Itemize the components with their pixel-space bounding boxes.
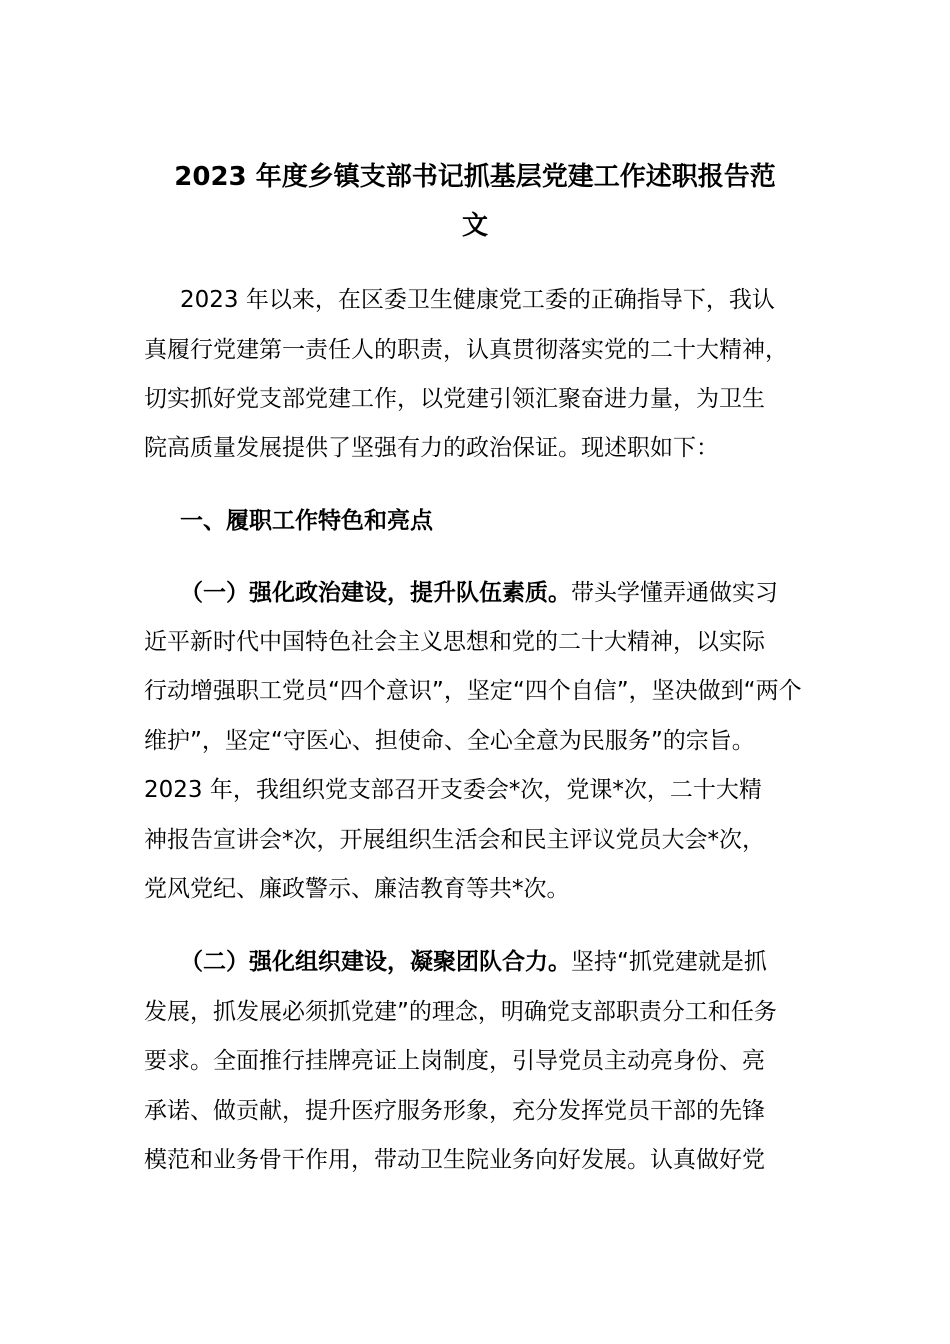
para-2-line: 承诺、做贡献，提升医疗服务形象，充分发挥党员干部的先锋 bbox=[144, 1098, 765, 1124]
section-1-heading: 一、履职工作特色和亮点 bbox=[180, 508, 433, 534]
para-1-line: 维护”，坚定“守医心、担使命、全心全意为民服务”的宗旨。 bbox=[144, 728, 755, 754]
para-1-first-line bbox=[180, 577, 778, 609]
para-1-line: 神报告宣讲会*次，开展组织生活会和民主评议党员大会*次， bbox=[144, 827, 765, 853]
para-2-line: 要求。全面推行挂牌亮证上岗制度，引导党员主动亮身份、亮 bbox=[144, 1048, 765, 1074]
para-2-first-line bbox=[180, 946, 767, 978]
intro-line-3: 切实抓好党支部党建工作，以党建引领汇聚奋进力量，为卫生 bbox=[144, 386, 765, 412]
para-1-lead-heading: （一）强化政治建设，提升队伍素质。 bbox=[180, 580, 571, 606]
intro-line-2: 真履行党建第一责任人的职责，认真贯彻落实党的二十大精神， bbox=[144, 337, 788, 363]
para-1-line: 近平新时代中国特色社会主义思想和党的二十大精神，以实际 bbox=[144, 629, 765, 655]
document-title-line-1: 2023 年度乡镇支部书记抓基层党建工作述职报告范 bbox=[174, 162, 776, 192]
intro-line-4: 院高质量发展提供了坚强有力的政治保证。现述职如下： bbox=[144, 435, 719, 461]
para-1-line: 2023 年，我组织党支部召开支委会*次，党课*次，二十大精 bbox=[144, 777, 762, 803]
document-title-line-2: 文 bbox=[461, 211, 488, 241]
para-1-first-rest: 带头学懂弄通做实习 bbox=[571, 580, 778, 606]
para-1-line: 党风党纪、廉政警示、廉洁教育等共*次。 bbox=[144, 876, 570, 902]
para-2-first-rest: 坚持“抓党建就是抓 bbox=[571, 949, 767, 975]
para-1-line: 行动增强职工党员“四个意识”，坚定“四个自信”，坚决做到“两个 bbox=[144, 678, 802, 704]
intro-line-1: 2023 年以来，在区委卫生健康党工委的正确指导下，我认 bbox=[180, 287, 775, 313]
para-2-line: 模范和业务骨干作用，带动卫生院业务向好发展。认真做好党 bbox=[144, 1147, 765, 1173]
para-2-line: 发展，抓发展必须抓党建”的理念，明确党支部职责分工和任务 bbox=[144, 999, 777, 1025]
para-2-lead-heading: （二）强化组织建设，凝聚团队合力。 bbox=[180, 949, 571, 975]
